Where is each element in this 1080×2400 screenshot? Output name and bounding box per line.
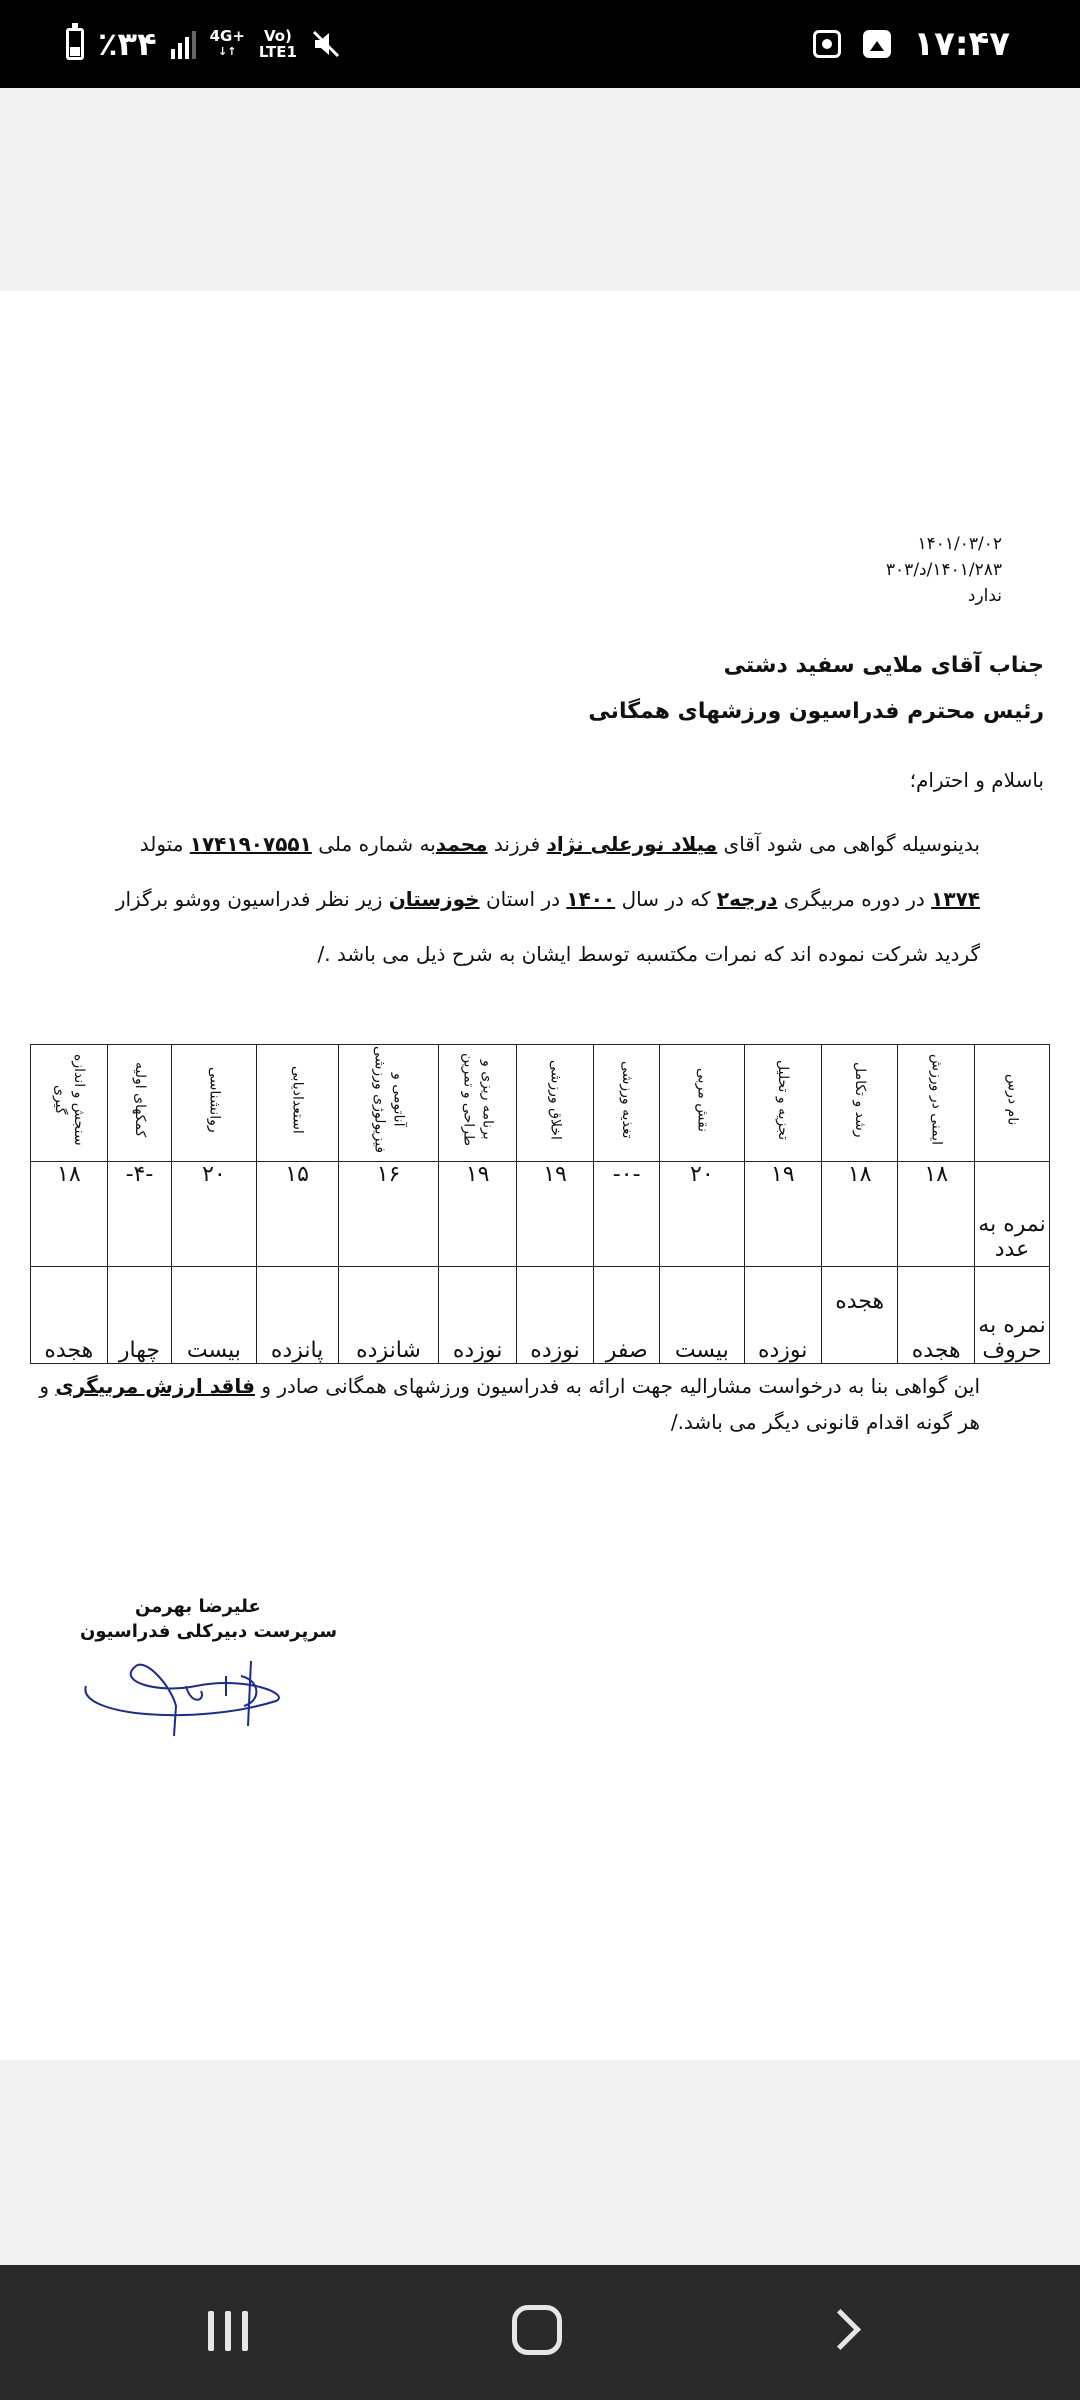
grade-word: چهار xyxy=(107,1267,172,1364)
course-name-cell xyxy=(821,1045,898,1162)
course-grade: درجه۲ xyxy=(716,887,778,911)
course-name: تجزیه و تحلیل xyxy=(775,1059,792,1141)
grade-number: ۱۸ xyxy=(31,1162,108,1267)
grade-number: ۱۸ xyxy=(898,1162,975,1267)
grade-number: -۴- xyxy=(107,1162,172,1267)
course-name: تغذیه ورزشی xyxy=(619,1061,636,1139)
grade-number: ۲۰ xyxy=(172,1162,256,1267)
letter-date: ۱۴۰۱/۰۳/۰۲ xyxy=(917,534,1002,554)
addressee-title: رئیس محترم فدراسیون ورزشهای همگانی xyxy=(588,699,1044,724)
status-right xyxy=(813,0,1010,88)
paragraph-line-3: گردید شرکت نموده اند که نمرات مکتسبه توسط ایشان به شرح ذیل می باشد ./ xyxy=(317,942,980,966)
course-name-cell xyxy=(516,1045,593,1162)
grade-word: بیست xyxy=(660,1267,744,1364)
signature-image xyxy=(76,1646,286,1741)
letter-meta xyxy=(886,531,1002,609)
grade-number: ۱۹ xyxy=(516,1162,593,1267)
signer-name: علیرضا بهرمن xyxy=(135,1596,261,1617)
word-row-label: نمره به حروف xyxy=(975,1267,1050,1364)
greeting: باسلام و احترام؛ xyxy=(909,768,1044,792)
grade-number: ۱۶ xyxy=(338,1162,439,1267)
signer-title: سرپرست دبیرکلی فدراسیون xyxy=(80,1621,338,1642)
grade-word: هجده xyxy=(821,1267,898,1364)
grade-number: ۱۹ xyxy=(439,1162,516,1267)
paragraph-line-1: بدینوسیله گواهی می شود آقای میلاد نورعلی نژاد فرزند محمدبه شماره ملی ۱۷۴۱۹۰۷۵۵۱ متولد xyxy=(139,832,980,856)
document-page xyxy=(0,291,1080,2060)
grade-number: ۱۸ xyxy=(821,1162,898,1267)
course-name: ایمنی در ورزش xyxy=(928,1054,945,1146)
clock: ۱۷:۴۷ xyxy=(913,24,1010,64)
grade-word: پانزده xyxy=(256,1267,338,1364)
grade-word: صفر xyxy=(594,1267,660,1364)
grade-number: ۱۹ xyxy=(744,1162,821,1267)
course-name: رشد و تکامل xyxy=(852,1062,869,1138)
battery-percent: ٪۳۴ xyxy=(98,25,157,63)
addressee-name: جناب آقای ملایی سفید دشتی xyxy=(723,653,1044,678)
battery-icon xyxy=(66,28,84,60)
grade-word: نوزده xyxy=(744,1267,821,1364)
course-name-cell xyxy=(31,1045,108,1162)
course-name: اخلاق ورزشی xyxy=(547,1060,564,1140)
person-name: میلاد نورعلی نژاد xyxy=(546,832,718,856)
grade-word: نوزده xyxy=(516,1267,593,1364)
grades-number-row xyxy=(31,1162,1050,1267)
grades-table xyxy=(30,1044,1050,1364)
course-year: ۱۴۰۰ xyxy=(566,887,616,911)
course-name-cell xyxy=(660,1045,744,1162)
course-name: برنامه ریزی و طراحی و تمرین xyxy=(460,1053,496,1147)
network-type: 4G+ ↓↑ xyxy=(209,27,245,58)
number-row-label: نمره به عدد xyxy=(975,1162,1050,1267)
course-name: نقش مربی xyxy=(694,1067,711,1133)
back-button[interactable] xyxy=(820,2309,861,2350)
grade-number: -۰- xyxy=(594,1162,660,1267)
course-name: سنجش و اندازه گیری xyxy=(51,1054,87,1146)
course-name-cell xyxy=(898,1045,975,1162)
grade-number: ۲۰ xyxy=(660,1162,744,1267)
media-icon xyxy=(813,30,841,58)
course-name-cell xyxy=(594,1045,660,1162)
course-name: آناتومی و فیزیولوژی ورزشی xyxy=(371,1046,407,1154)
grade-word: نوزده xyxy=(439,1267,516,1364)
course-name-cell xyxy=(172,1045,256,1162)
navigation-bar xyxy=(0,2265,1080,2400)
province: خوزستان xyxy=(388,887,480,911)
grades-header-row xyxy=(31,1045,1050,1162)
letter xyxy=(0,291,1080,2060)
mute-icon xyxy=(311,29,341,59)
national-id: ۱۷۴۱۹۰۷۵۵۱ xyxy=(189,832,312,856)
signal-icon xyxy=(171,29,196,59)
closing-paragraph: این گواهی بنا به درخواست مشارالیه جهت ارائه به فدراسیون ورزشهای همگانی صادر و فاقد ارزش مربیگری و هر گونه اقدام قانونی دیگر می باشد./ xyxy=(39,1374,980,1434)
letter-attachment: ندارد xyxy=(967,586,1002,606)
course-name-cell xyxy=(744,1045,821,1162)
course-name: استعدادیابی xyxy=(289,1066,306,1134)
status-left xyxy=(66,0,341,88)
status-bar xyxy=(0,0,1080,88)
volte-indicator: Vo) LTE1 xyxy=(258,27,297,61)
grade-word: شانزده xyxy=(338,1267,439,1364)
course-name-cell xyxy=(338,1045,439,1162)
course-name-cell xyxy=(439,1045,516,1162)
father-name: محمد xyxy=(435,832,488,856)
recent-apps-button[interactable] xyxy=(208,2311,248,2351)
course-name-cell xyxy=(256,1045,338,1162)
grades-word-row xyxy=(31,1267,1050,1364)
home-button[interactable] xyxy=(512,2305,562,2355)
no-coaching-value: فاقد ارزش مربیگری xyxy=(55,1374,255,1398)
course-name: کمکهای اولیه xyxy=(131,1062,148,1138)
grade-word: هجده xyxy=(898,1267,975,1364)
grade-word: بیست xyxy=(172,1267,256,1364)
grade-word: هجده xyxy=(31,1267,108,1364)
birth-year: ۱۳۷۴ xyxy=(931,887,980,911)
letter-number: ۱۴۰۱/۲۸۳/د/۳۰۳ xyxy=(885,560,1002,580)
grade-number: ۱۵ xyxy=(256,1162,338,1267)
gallery-icon xyxy=(863,30,891,58)
paragraph-line-2: ۱۳۷۴ در دوره مربیگری درجه۲ که در سال ۱۴۰۰ در استان خوزستان زیر نظر فدراسیون ووشو برگزار xyxy=(115,887,980,911)
course-name-cell xyxy=(107,1045,172,1162)
course-name: روانشناسی xyxy=(206,1067,223,1133)
header-label-cell: نام درس xyxy=(975,1045,1050,1162)
